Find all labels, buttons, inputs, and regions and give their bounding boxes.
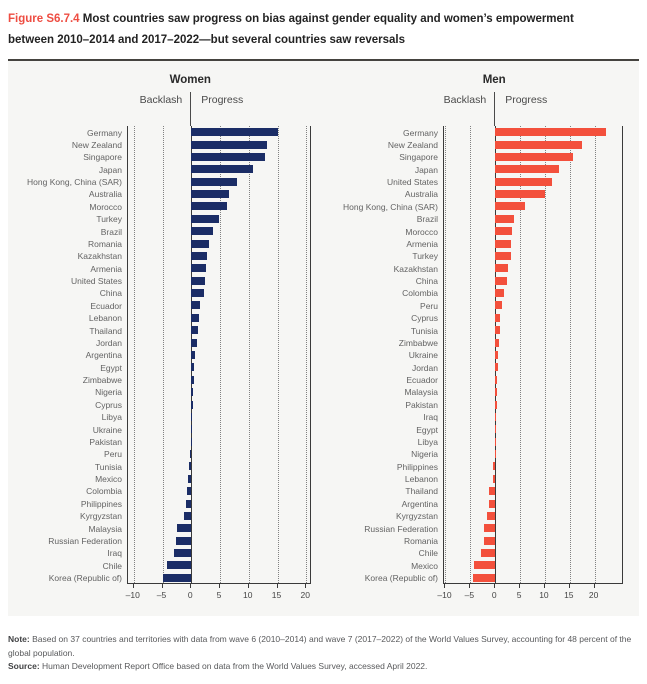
bar-progress bbox=[495, 376, 497, 384]
plot-area-men bbox=[443, 126, 623, 584]
country-label: Russian Federation bbox=[48, 535, 122, 546]
country-label: Philippines bbox=[80, 498, 122, 509]
bar-backlash bbox=[493, 475, 495, 483]
bar-progress bbox=[495, 227, 511, 235]
country-label: New Zealand bbox=[71, 139, 122, 150]
axis-tick-label: 20 bbox=[588, 590, 599, 600]
country-label: Brazil bbox=[416, 214, 438, 225]
axis-tick-label: 5 bbox=[216, 590, 222, 600]
axis-tick-label: –5 bbox=[464, 590, 475, 600]
backlash-header: Backlash bbox=[443, 94, 487, 106]
country-label: Turkey bbox=[412, 251, 438, 262]
bar-backlash bbox=[489, 487, 495, 495]
country-label: Lebanon bbox=[88, 313, 122, 324]
country-label: Jordan bbox=[412, 362, 438, 373]
source-label: Source: bbox=[8, 661, 40, 671]
country-label: China bbox=[99, 288, 122, 299]
country-label: Kyrgyzstan bbox=[79, 511, 122, 522]
country-label: Germany bbox=[403, 127, 438, 138]
axis-tick-mark bbox=[494, 584, 495, 588]
country-label: China bbox=[415, 276, 438, 287]
country-label: Hong Kong, China (SAR) bbox=[27, 177, 122, 187]
figure-title-text: Most countries saw progress on bias against gender equality and women’s empowerment between 2010–2014 and 2017–2022—but several countries saw reversals bbox=[8, 13, 574, 46]
bar-progress bbox=[495, 277, 506, 285]
country-label: United States bbox=[386, 177, 438, 187]
axis-tick-mark bbox=[519, 584, 520, 588]
bar-progress bbox=[495, 215, 513, 223]
country-label: Jordan bbox=[96, 337, 122, 348]
bar-progress bbox=[495, 165, 559, 173]
country-label: Malaysia bbox=[404, 387, 438, 398]
country-label: Singapore bbox=[399, 152, 438, 163]
chart-title: Men bbox=[482, 74, 506, 86]
bar-backlash bbox=[489, 500, 495, 508]
country-label: Ukraine bbox=[92, 424, 122, 435]
axis-tick-label: –10 bbox=[437, 590, 452, 600]
country-label: Kazakhstan bbox=[393, 263, 438, 274]
bar-progress bbox=[495, 128, 606, 136]
country-label: Chile bbox=[418, 548, 438, 559]
country-label: Turkey bbox=[96, 214, 122, 225]
country-label: Chile bbox=[102, 560, 122, 571]
country-label: Hong Kong, China (SAR) bbox=[343, 201, 438, 212]
country-label: Iraq bbox=[423, 412, 438, 423]
country-label: Nigeria bbox=[95, 387, 122, 398]
gridline bbox=[470, 126, 471, 583]
bar-progress bbox=[495, 301, 501, 309]
note-label: Note: bbox=[8, 634, 30, 644]
country-label: Brazil bbox=[100, 226, 122, 237]
source-text: Human Development Report Office based on data from the World Values Survey, accessed April 2022. bbox=[39, 661, 428, 671]
axis-tick-label: 10 bbox=[243, 590, 253, 600]
note-line bbox=[8, 633, 639, 660]
bar-progress bbox=[495, 153, 573, 161]
country-label: Germany bbox=[87, 127, 122, 138]
figure-title bbox=[0, 0, 632, 51]
country-label: Japan bbox=[98, 164, 122, 175]
country-label: Tunisia bbox=[410, 325, 438, 336]
axis-tick-label: 0 bbox=[491, 590, 497, 600]
bar-backlash bbox=[474, 561, 495, 569]
bar-progress bbox=[495, 289, 504, 297]
country-label: Russian Federation bbox=[364, 523, 438, 534]
country-label: Romania bbox=[87, 238, 122, 249]
progress-header: Progress bbox=[201, 94, 244, 106]
bar-progress bbox=[495, 190, 545, 198]
figure-number: Figure S6.7.4 bbox=[8, 13, 80, 25]
country-label: New Zealand bbox=[387, 139, 438, 150]
progress-header: Progress bbox=[505, 94, 548, 106]
country-label: Romania bbox=[403, 535, 438, 546]
country-label: Australia bbox=[88, 189, 122, 200]
bar-progress bbox=[495, 178, 552, 186]
country-label: Australia bbox=[404, 189, 438, 200]
axis-tick-label: 15 bbox=[564, 590, 574, 600]
country-label: Ecuador bbox=[90, 300, 122, 311]
gridline bbox=[570, 126, 571, 583]
bar-progress bbox=[495, 339, 499, 347]
axis-tick-label: 5 bbox=[516, 590, 522, 600]
country-label: Argentina bbox=[401, 498, 438, 509]
bar-progress bbox=[495, 413, 496, 421]
country-label: Cyprus bbox=[95, 399, 122, 410]
bar-progress bbox=[495, 425, 496, 433]
axis-tick-mark bbox=[544, 584, 545, 588]
country-label: Kazakhstan bbox=[77, 251, 122, 262]
source-line bbox=[8, 660, 639, 674]
country-label: Morocco bbox=[89, 201, 122, 212]
bar-backlash bbox=[493, 462, 495, 470]
country-label: Nigeria bbox=[411, 449, 438, 460]
country-label: United States bbox=[70, 276, 122, 287]
bar-backlash bbox=[484, 537, 495, 545]
country-label: Armenia bbox=[90, 263, 122, 274]
country-label: Pakistan bbox=[89, 436, 122, 447]
country-label: Tunisia bbox=[94, 461, 122, 472]
country-label: Egypt bbox=[100, 362, 122, 373]
bar-progress bbox=[495, 202, 525, 210]
axis-tick-mark bbox=[569, 584, 570, 588]
country-label: Peru bbox=[104, 449, 122, 460]
country-label: Libya bbox=[101, 412, 122, 423]
country-label: Korea (Republic of) bbox=[48, 573, 122, 584]
bar-progress bbox=[495, 314, 500, 322]
bar-progress bbox=[495, 401, 496, 409]
note-text: Based on 37 countries and territories with data from wave 6 (2010–2014) and wave 7 (2017–2022) of the World Values Survey, accounting for 48 percent of the global population. bbox=[8, 634, 632, 658]
country-label: Singapore bbox=[83, 152, 122, 163]
chart-title: Women bbox=[169, 74, 211, 86]
bar-progress bbox=[495, 450, 496, 458]
country-label: Egypt bbox=[416, 424, 438, 435]
country-label: Thailand bbox=[405, 486, 438, 497]
country-label: Armenia bbox=[406, 238, 438, 249]
country-label: Lebanon bbox=[404, 474, 438, 485]
figure-footer bbox=[8, 633, 639, 674]
header-divider-line bbox=[494, 92, 495, 126]
bar-progress bbox=[495, 240, 511, 248]
bar-progress bbox=[495, 141, 582, 149]
bar-backlash bbox=[481, 549, 495, 557]
gridline bbox=[445, 126, 446, 583]
axis-tick-label: 0 bbox=[187, 590, 193, 600]
country-label: Zimbabwe bbox=[398, 337, 438, 348]
axis-tick-label: –10 bbox=[125, 590, 140, 600]
backlash-header: Backlash bbox=[139, 94, 183, 106]
country-label: Colombia bbox=[402, 288, 438, 299]
bar-backlash bbox=[487, 512, 495, 520]
bar-backlash bbox=[473, 574, 495, 582]
gridline bbox=[595, 126, 596, 583]
bar-progress bbox=[495, 438, 496, 446]
country-label: Iraq bbox=[107, 548, 122, 559]
country-label: Morocco bbox=[405, 226, 438, 237]
bar-progress bbox=[495, 363, 497, 371]
bar-progress bbox=[495, 388, 497, 396]
country-label: Thailand bbox=[89, 325, 122, 336]
country-label: Libya bbox=[417, 436, 438, 447]
chart-panel bbox=[8, 61, 639, 616]
axis-tick-mark bbox=[594, 584, 595, 588]
axis-tick-mark bbox=[444, 584, 445, 588]
country-label: Japan bbox=[414, 164, 438, 175]
country-label: Kyrgyzstan bbox=[395, 511, 438, 522]
axis-tick-mark bbox=[469, 584, 470, 588]
axis-tick-label: 15 bbox=[271, 590, 282, 600]
bar-progress bbox=[495, 351, 498, 359]
bar-progress bbox=[495, 252, 510, 260]
chart-men bbox=[8, 61, 639, 616]
bar-backlash bbox=[484, 524, 495, 532]
country-label: Zimbabwe bbox=[82, 375, 122, 386]
country-label: Argentina bbox=[85, 350, 122, 361]
country-label: Cyprus bbox=[411, 313, 438, 324]
axis-tick-label: 10 bbox=[539, 590, 549, 600]
axis-tick-label: 20 bbox=[300, 590, 310, 600]
bar-progress bbox=[495, 264, 507, 272]
country-label: Mexico bbox=[95, 474, 122, 485]
country-label: Korea (Republic of) bbox=[364, 573, 438, 584]
country-label: Pakistan bbox=[405, 399, 438, 410]
country-label: Peru bbox=[420, 300, 438, 311]
axis-tick-label: –5 bbox=[156, 590, 167, 600]
bar-progress bbox=[495, 326, 499, 334]
country-label: Ukraine bbox=[408, 350, 438, 361]
country-label: Colombia bbox=[86, 486, 122, 497]
country-label: Ecuador bbox=[406, 375, 438, 386]
country-label: Mexico bbox=[411, 560, 438, 571]
country-label: Philippines bbox=[396, 461, 438, 472]
country-label: Malaysia bbox=[88, 523, 122, 534]
